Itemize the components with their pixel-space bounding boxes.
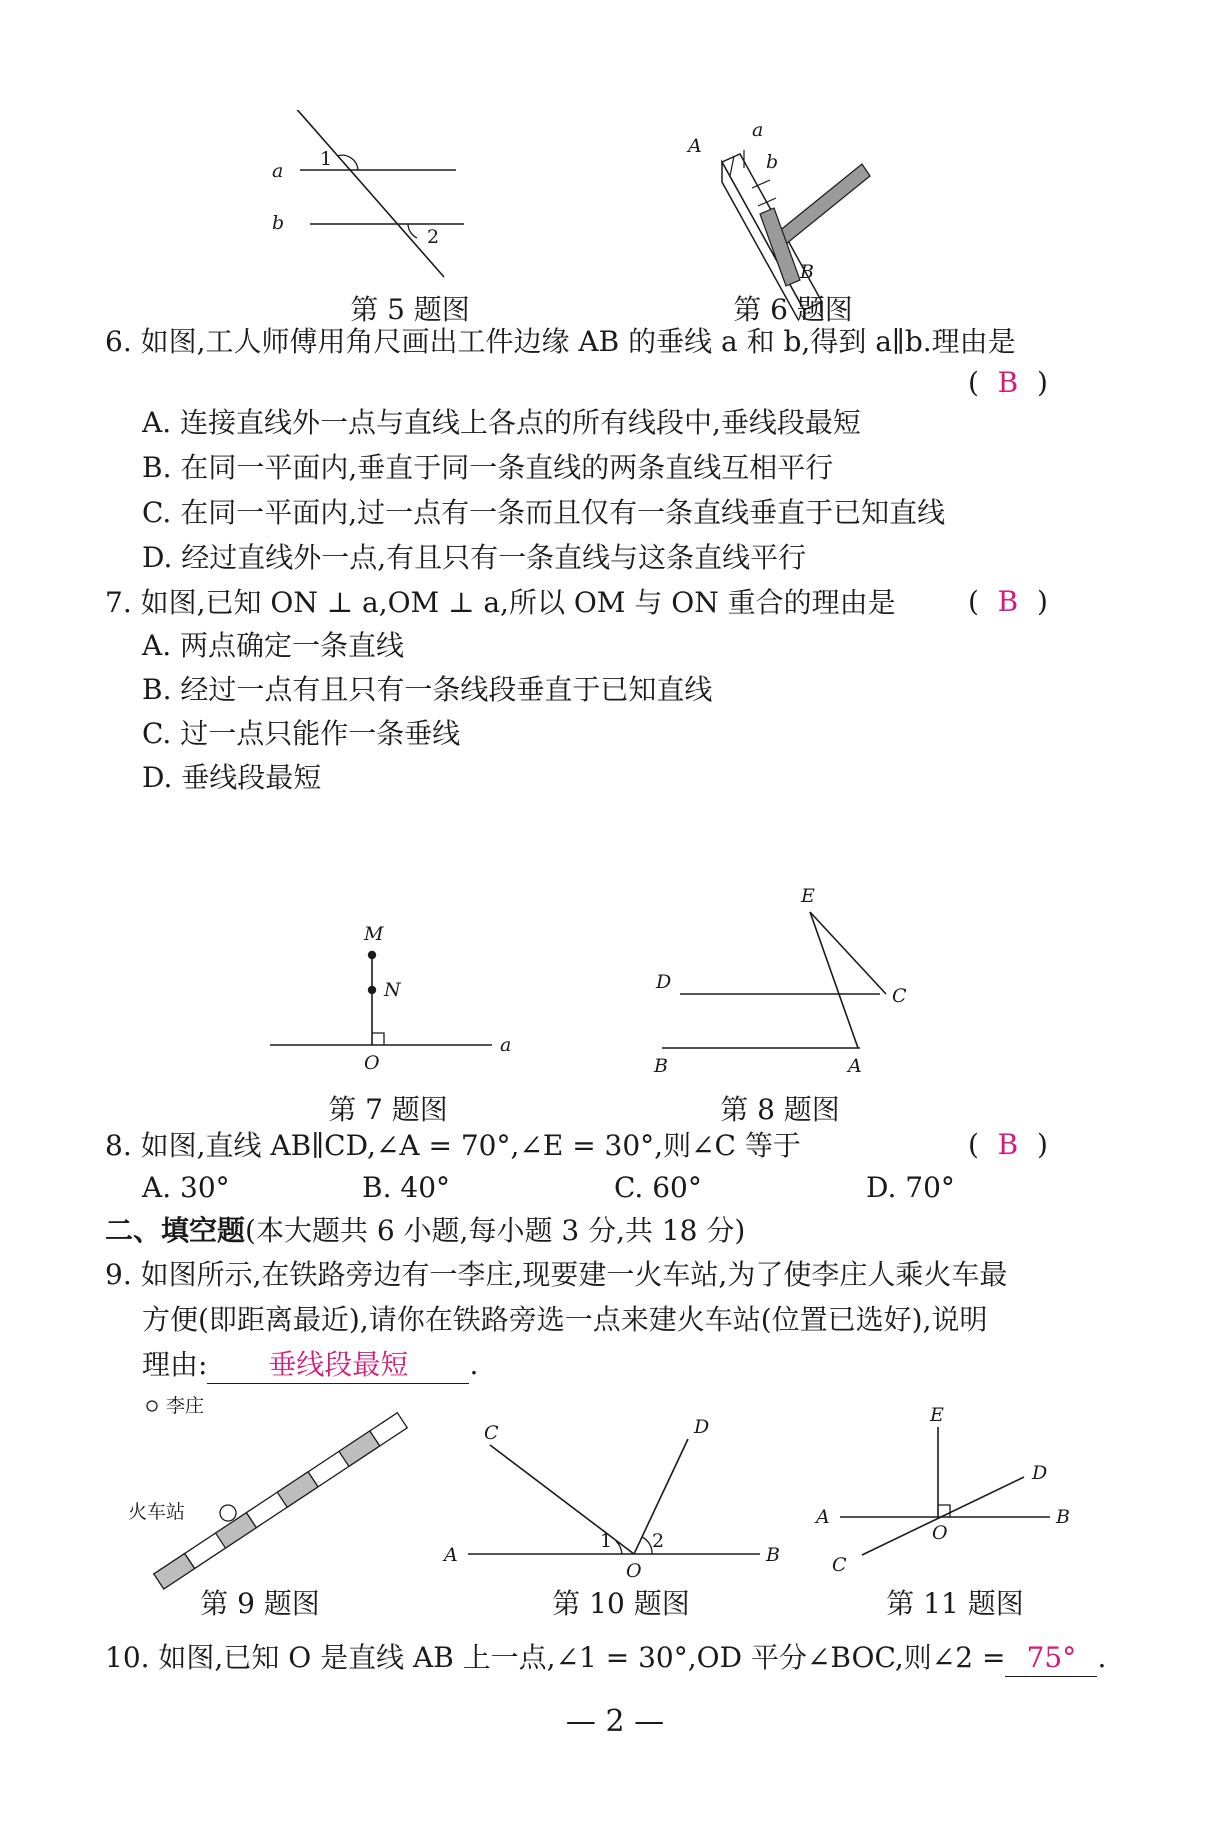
fig5-caption: 第 5 题图 xyxy=(350,293,470,326)
q10-line: 10. 如图,已知 O 是直线 AB 上一点,∠1 = 30°,OD 平分∠BOC,则∠2 = 75° . xyxy=(105,1640,1106,1677)
fig10-label-A: A xyxy=(444,1544,458,1566)
q8-option-c: C. 60° xyxy=(614,1171,702,1204)
q8-option-b: B. 40° xyxy=(362,1171,451,1204)
q9-answer-blank: 垂线段最短 xyxy=(207,1347,469,1384)
figure-8 xyxy=(650,880,930,1080)
fig10-caption: 第 10 题图 xyxy=(552,1587,690,1620)
fig5-label-a: a xyxy=(272,160,284,182)
fig11-caption: 第 11 题图 xyxy=(886,1587,1024,1620)
figure-11 xyxy=(810,1405,1070,1585)
fig8-label-D: D xyxy=(656,971,672,993)
q7-answer-bracket: ( B ) xyxy=(968,585,1048,618)
fig7-label-N: N xyxy=(384,979,401,1001)
q6-option-d: D. 经过直线外一点,有且只有一条直线与这条直线平行 xyxy=(142,541,807,574)
q7-option-b: B. 经过一点有且只有一条线段垂直于已知直线 xyxy=(142,673,713,706)
fig7-caption: 第 7 题图 xyxy=(328,1093,448,1126)
fig6-label-a: a xyxy=(752,120,764,141)
q10-stem: 10. 如图,已知 O 是直线 AB 上一点,∠1 = 30°,OD 平分∠BOC,则∠2 = xyxy=(105,1641,1006,1674)
fig6-label-b: b xyxy=(766,151,779,173)
fig10-label-O: O xyxy=(626,1560,642,1580)
q6-stem: 6. 如图,工人师傅用角尺画出工件边缘 AB 的垂线 a 和 b,得到 a∥b.理由是 xyxy=(105,325,1016,358)
q8-answer: B xyxy=(997,1128,1019,1161)
fig10-label-B: B xyxy=(766,1544,780,1566)
fig6-label-A: A xyxy=(688,135,702,157)
figure-9 xyxy=(120,1390,440,1590)
page-number: — 2 — xyxy=(565,1704,665,1739)
q7-option-c: C. 过一点只能作一条垂线 xyxy=(142,717,461,750)
fig8-caption: 第 8 题图 xyxy=(720,1093,840,1126)
fig5-angle-1: 1 xyxy=(320,148,333,170)
q6-answer: B xyxy=(997,366,1019,399)
figure-7 xyxy=(260,915,520,1075)
fig9-village-label: 李庄 xyxy=(166,1395,205,1417)
q6-option-a: A. 连接直线外一点与直线上各点的所有线段中,垂线段最短 xyxy=(142,406,861,439)
q8-answer-bracket: ( B ) xyxy=(968,1128,1048,1161)
q6-answer-bracket: ( B ) xyxy=(968,366,1048,399)
fig10-label-D: D xyxy=(694,1416,710,1438)
q10-answer-blank: 75° xyxy=(1005,1640,1097,1677)
fig7-label-O: O xyxy=(364,1052,380,1074)
fig8-label-A: A xyxy=(848,1055,862,1077)
q8-option-d: D. 70° xyxy=(866,1171,955,1204)
q9-line-2: 方便(即距离最近),请你在铁路旁选一点来建火车站(位置已选好),说明 xyxy=(142,1303,988,1336)
fig11-label-O: O xyxy=(932,1522,948,1544)
section-2-title: 二、填空题 xyxy=(105,1214,246,1247)
fig6-label-B: B xyxy=(800,261,814,283)
fig8-label-E: E xyxy=(801,885,815,907)
q6-option-c: C. 在同一平面内,过一点有一条而且仅有一条直线垂直于已知直线 xyxy=(142,496,946,529)
q9-line-1: 9. 如图所示,在铁路旁边有一李庄,现要建一火车站,为了使李庄人乘火车最 xyxy=(105,1258,1008,1291)
q7-answer: B xyxy=(997,585,1019,618)
section-2-note: (本大题共 6 小题,每小题 3 分,共 18 分) xyxy=(245,1214,746,1247)
fig7-label-a: a xyxy=(500,1034,512,1056)
fig10-angle-2: 2 xyxy=(652,1530,665,1552)
q7-stem: 7. 如图,已知 ON ⊥ a,OM ⊥ a,所以 OM 与 ON 重合的理由是 xyxy=(105,586,896,619)
fig11-label-E: E xyxy=(930,1405,944,1426)
q6-option-b: B. 在同一平面内,垂直于同一条直线的两条直线互相平行 xyxy=(142,451,834,484)
figure-5 xyxy=(270,110,560,290)
fig6-caption: 第 6 题图 xyxy=(733,293,853,326)
fig5-angle-2: 2 xyxy=(427,226,440,248)
fig8-label-B: B xyxy=(654,1055,668,1077)
q7-option-a: A. 两点确定一条直线 xyxy=(142,629,405,662)
fig11-label-C: C xyxy=(832,1554,847,1576)
fig7-label-M: M xyxy=(364,923,384,945)
section-2-heading xyxy=(105,1213,745,1249)
fig11-label-D: D xyxy=(1032,1462,1048,1484)
q9-line-3: 理由: 垂线段最短 . xyxy=(142,1347,478,1384)
fig11-label-B: B xyxy=(1056,1506,1070,1528)
fig8-label-C: C xyxy=(892,985,907,1007)
q8-stem: 8. 如图,直线 AB∥CD,∠A = 70°,∠E = 30°,则∠C 等于 xyxy=(105,1129,801,1162)
fig9-caption: 第 9 题图 xyxy=(200,1587,320,1620)
q7-option-d: D. 垂线段最短 xyxy=(142,761,322,794)
q8-option-a: A. 30° xyxy=(142,1171,230,1204)
fig9-station-label: 火车站 xyxy=(128,1501,186,1523)
fig10-label-C: C xyxy=(484,1422,499,1444)
fig10-angle-1: 1 xyxy=(600,1530,613,1552)
fig5-label-b: b xyxy=(272,212,285,234)
figure-10 xyxy=(440,1405,790,1580)
fig11-label-A: A xyxy=(816,1506,830,1528)
